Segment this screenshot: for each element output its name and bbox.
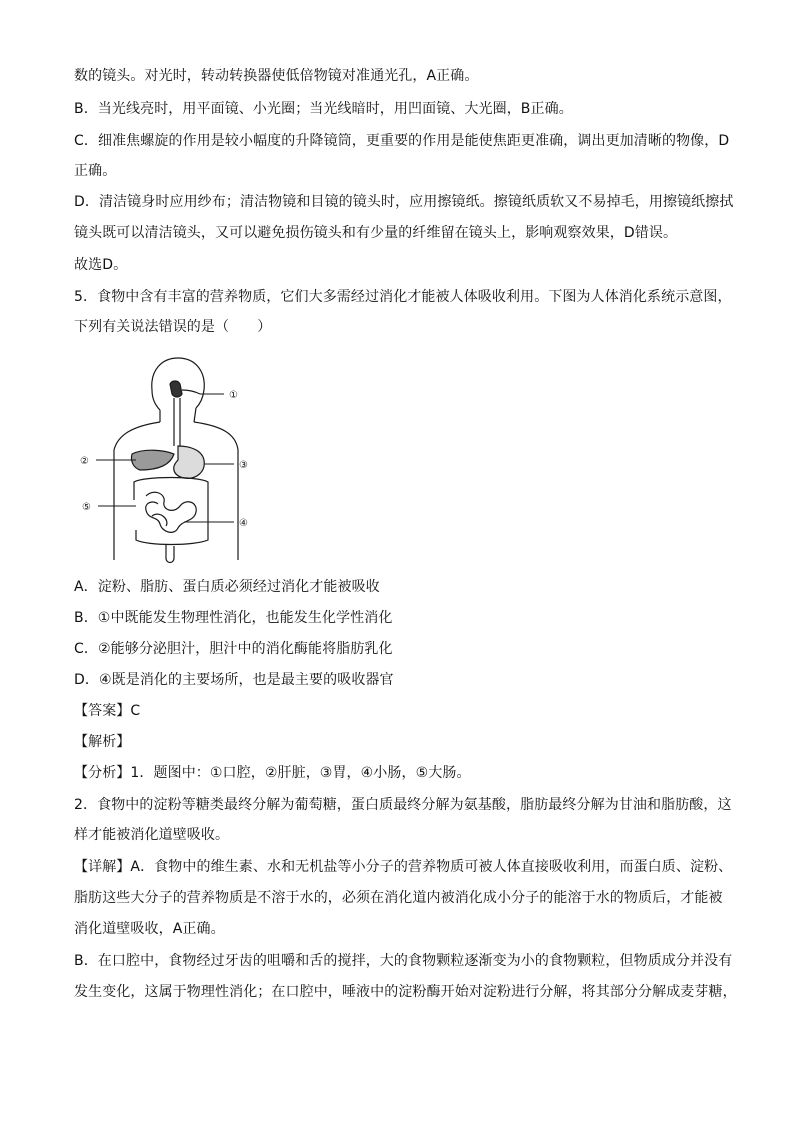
analysis-point-2-line2: 样才能被消化道壁吸收。 — [74, 827, 230, 843]
question-5-stem-line1: 5．食物中含有丰富的营养物质，它们大多需经过消化才能被人体吸收利用。下图为人体消化系统示意图， — [74, 289, 732, 305]
torso-right — [194, 422, 238, 560]
question-5-stem-line2: 下列有关说法错误的是（ ） — [74, 319, 272, 335]
marker-5: ⑤ — [82, 502, 91, 513]
previous-conclusion: 故选D。 — [74, 257, 128, 273]
mouth-shape — [170, 381, 182, 397]
marker-4: ④ — [239, 518, 248, 529]
detail-line-1: 【详解】A．食物中的维生素、水和无机盐等小分子的营养物质可被人体直接吸收利用，而蛋白质、淀粉、 — [74, 859, 733, 875]
question-5-option-b: B．①中既能发生物理性消化，也能发生化学性消化 — [74, 610, 393, 626]
option-b-explanation: B．当光线亮时，用平面镜、小光圈；当光线暗时，用凹面镜、大光圈，B正确。 — [74, 101, 573, 117]
answer-line: 【答案】C — [74, 703, 141, 719]
option-d-explanation-line2: 镜头既可以清洁镜头，又可以避免损伤镜头和有少量的纤维留在镜头上，影响观察效果，D错误。 — [74, 225, 678, 241]
stomach-shape — [174, 446, 205, 478]
small-intestine-coils — [146, 492, 196, 532]
analysis-point-2-line1: 2．食物中的淀粉等糖类最终分解为葡萄糖，蛋白质最终分解为氨基酸，脂肪最终分解为甘油和脂肪酸，这 — [74, 797, 732, 813]
question-5-option-a: A．淀粉、脂肪、蛋白质必须经过消化才能被吸收 — [74, 579, 380, 595]
detail-line-4: B．在口腔中，食物经过牙齿的咀嚼和舌的搅拌，大的食物颗粒逐渐变为小的食物颗粒，但物质成分并没有 — [74, 953, 733, 969]
option-c-explanation-line2: 正确。 — [74, 163, 117, 179]
option-c-explanation-line1: C．细准焦螺旋的作用是较小幅度的升降镜筒，更重要的作用是能使焦距更准确，调出更加清晰的物像，D — [74, 133, 730, 149]
option-a-continuation: 数的镜头。对光时，转动转换器使低倍物镜对准通光孔，A正确。 — [74, 68, 479, 84]
marker-1: ① — [229, 390, 238, 401]
detail-line-2: 脂肪这些大分子的营养物质是不溶于水的，必须在消化道内被消化成小分子的能溶于水的物质后，才能被 — [74, 890, 723, 906]
question-5-option-d: D．④既是消化的主要场所，也是最主要的吸收器官 — [74, 672, 394, 688]
question-5-option-c: C．②能够分泌胆汁，胆汁中的消化酶能将脂肪乳化 — [74, 641, 393, 657]
analysis-point-1: 【分析】1．题图中：①口腔，②肝脏，③胃，④小肠，⑤大肠。 — [74, 765, 471, 781]
option-d-explanation-line1: D．清洁镜身时应用纱布；清洁物镜和目镜的镜头时，应用擦镜纸。擦镜纸质软又不易掉毛，用擦镜纸擦拭 — [74, 194, 734, 210]
liver-shape — [131, 450, 174, 470]
marker-2: ② — [80, 456, 89, 467]
torso-left — [114, 422, 160, 560]
detail-line-5: 发生变化，这属于物理性消化；在口腔中，唾液中的淀粉酶开始对淀粉进行分解，将其部分分解成麦芽糖， — [74, 984, 737, 1000]
marker-3: ③ — [239, 460, 248, 471]
detail-line-3: 消化道壁吸收，A正确。 — [74, 921, 225, 937]
analysis-header: 【解析】 — [74, 734, 131, 750]
digestive-system-diagram — [74, 350, 274, 570]
